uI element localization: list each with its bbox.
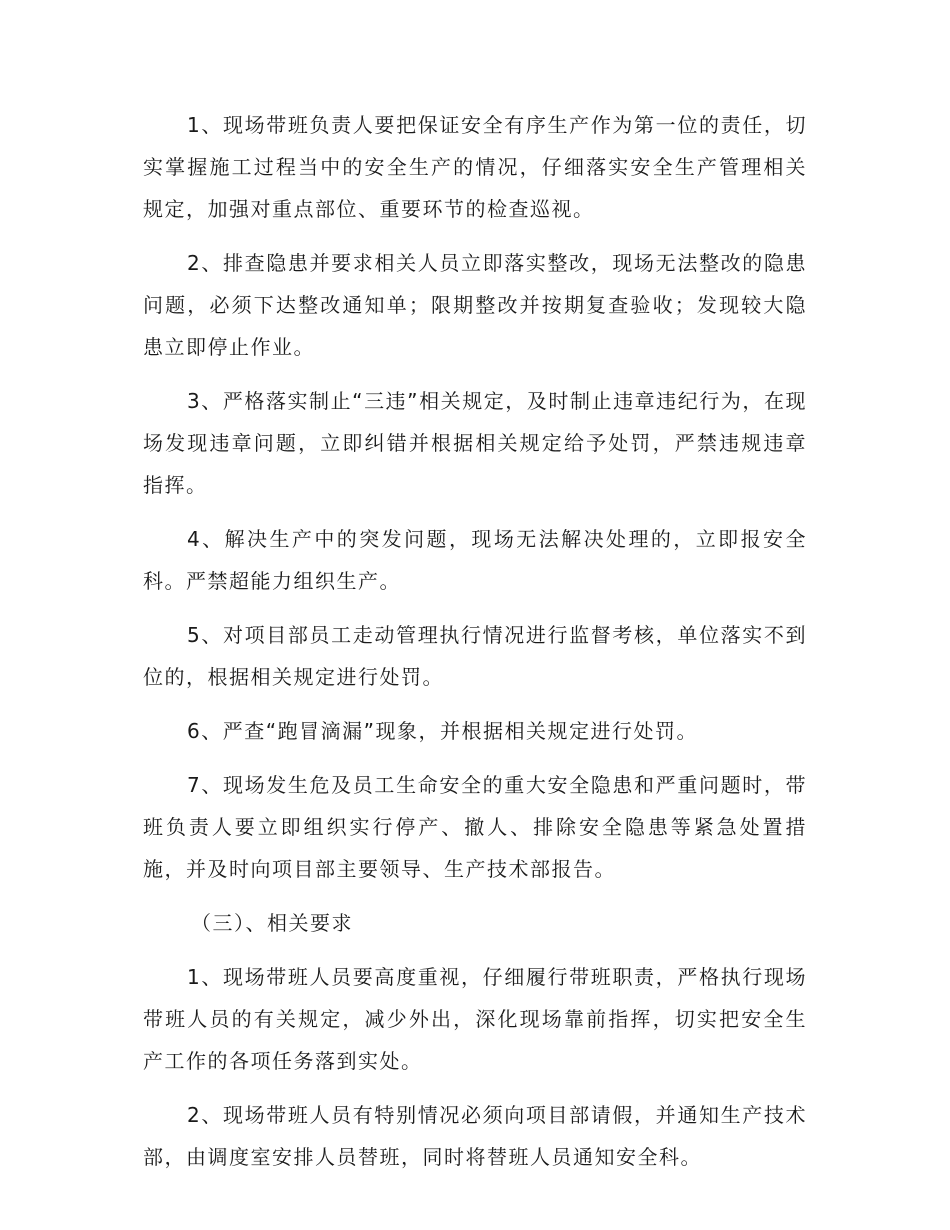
paragraph-item-6: 6、严查“跑冒滴漏”现象，并根据相关规定进行处罚。	[187, 719, 698, 743]
paragraph-item-3: 3、严格落实制止“三违”相关规定，及时制止违章违纪行为，在现场发现违章问题，立即纠错并根据相关规定给予处罚，严禁违规违章指挥。	[143, 389, 807, 497]
paragraph-item-2: 2、排查隐患并要求相关人员立即落实整改，现场无法整改的隐患问题，必须下达整改通知单；限期整改并按期复查验收；发现较大隐患立即停止作业。	[143, 251, 807, 359]
paragraph-item-1: 1、现场带班负责人要把保证安全有序生产作为第一位的责任，切实掌握施工过程当中的安全生产的情况，仔细落实安全生产管理相关规定，加强对重点部位、重要环节的检查巡视。	[143, 113, 807, 221]
section-heading: （三）、相关要求	[191, 911, 353, 935]
paragraph-item-7: 7、现场发生危及员工生命安全的重大安全隐患和严重问题时，带班负责人要立即组织实行停产、撤人、排除安全隐患等紧急处置措施，并及时向项目部主要领导、生产技术部报告。	[143, 773, 807, 881]
paragraph-item-5: 5、对项目部员工走动管理执行情况进行监督考核，单位落实不到位的，根据相关规定进行处罚。	[143, 623, 807, 689]
requirement-item-2: 2、现场带班人员有特别情况必须向项目部请假，并通知生产技术部，由调度室安排人员替班，同时将替班人员通知安全科。	[143, 1103, 807, 1169]
requirement-item-1: 1、现场带班人员要高度重视，仔细履行带班职责，严格执行现场带班人员的有关规定，减少外出，深化现场靠前指挥，切实把安全生产工作的各项任务落到实处。	[143, 965, 807, 1073]
document-body	[143, 104, 807, 1190]
paragraph-item-4: 4、解决生产中的突发问题，现场无法解决处理的，立即报安全科。严禁超能力组织生产。	[143, 527, 807, 593]
